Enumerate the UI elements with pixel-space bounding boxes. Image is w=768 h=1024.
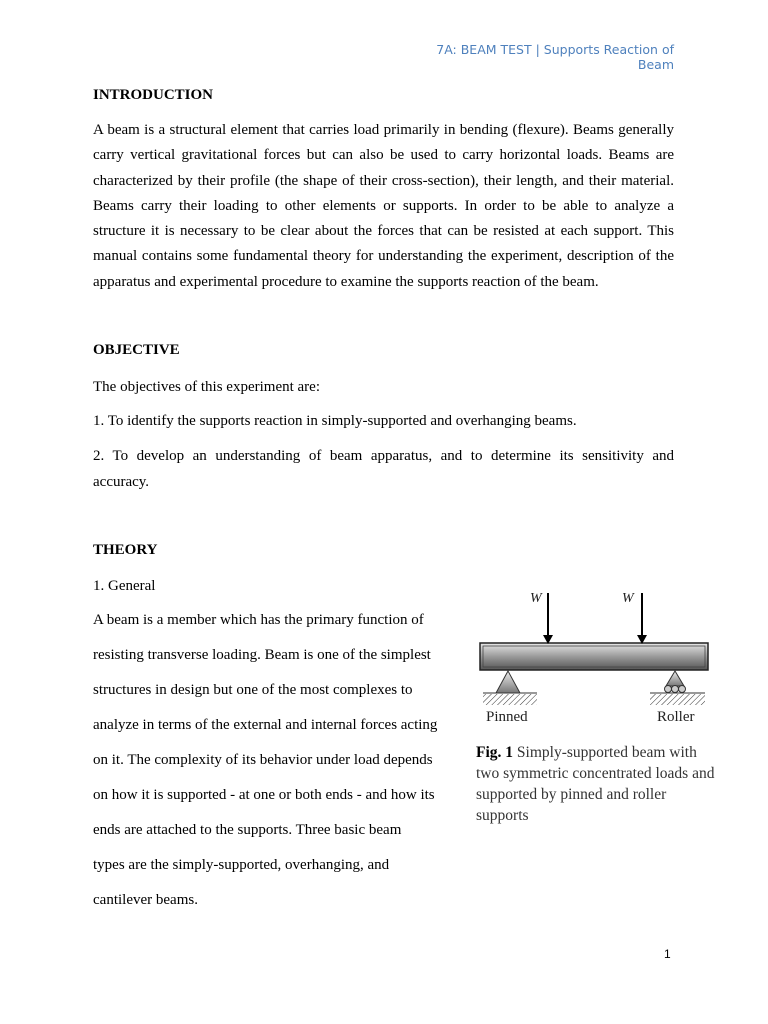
running-header: 7A: BEAM TEST | Supports Reaction of Beam — [436, 42, 674, 72]
paragraph-line: structure it is necessary to be clear about the forces that can be resisted at each support. This — [93, 223, 674, 239]
paragraph-line: on how it is supported - at one or both ends - and how its — [93, 787, 435, 803]
caption-line: supported by pinned and roller — [476, 786, 667, 803]
pinned-support — [483, 671, 537, 705]
paragraph-line: characterized by their profile (the shape of their cross-section), their length, and their material. — [93, 173, 674, 189]
load-arrow-2 — [637, 593, 647, 644]
roller-label: Roller — [657, 709, 695, 725]
roller-support — [650, 671, 705, 705]
objective-item-1: 1. To identify the supports reaction in simply-supported and overhanging beams. — [93, 413, 577, 429]
objective-item-2-cont: accuracy. — [93, 474, 150, 490]
paragraph-line: analyze in terms of the external and internal forces acting — [93, 717, 438, 733]
load-label-2: W — [622, 591, 634, 606]
load-arrow-1 — [543, 593, 553, 644]
beam-figure — [470, 585, 730, 735]
paragraph-line: types are the simply-supported, overhanging, and — [93, 857, 390, 873]
paragraph-line: on it. The complexity of its behavior under load depends — [93, 752, 433, 768]
pinned-label: Pinned — [486, 709, 528, 725]
paragraph-line: cantilever beams. — [93, 892, 198, 908]
beam — [480, 643, 708, 670]
caption-line: Simply-supported beam with — [513, 744, 697, 761]
paragraph-line: A beam is a member which has the primary function of — [93, 612, 424, 628]
objective-item-2: 2. To develop an understanding of beam apparatus, and to determine its sensitivity and — [93, 448, 674, 464]
paragraph-line: apparatus and experimental procedure to examine the supports reaction of the beam. — [93, 274, 599, 290]
figure-caption — [476, 742, 736, 826]
paragraph-line: ends are attached to the supports. Three basic beam — [93, 822, 402, 838]
paragraph-line: A beam is a structural element that carries load primarily in bending (flexure). Beams generally — [93, 122, 674, 138]
introduction-heading: INTRODUCTION — [93, 87, 214, 103]
objective-intro: The objectives of this experiment are: — [93, 379, 320, 395]
paragraph-line: manual contains some fundamental theory for understanding the experiment, description of the — [93, 248, 674, 264]
caption-line: two symmetric concentrated loads and — [476, 765, 715, 782]
paragraph-line: Beams carry their loading to other elements or supports. In order to be able to analyze a — [93, 198, 674, 214]
theory-subheading: 1. General — [93, 578, 156, 594]
page-number: 1 — [664, 947, 671, 961]
paragraph-line: structures in design but one of the most complexes to — [93, 682, 413, 698]
theory-heading: THEORY — [93, 542, 158, 558]
caption-line: supports — [476, 807, 529, 824]
paragraph-line: carry vertical gravitational forces but can also be used to carry horizontal loads. Beams are — [93, 147, 674, 163]
caption-label: Fig. 1 — [476, 744, 514, 761]
load-label-1: W — [530, 591, 542, 606]
paragraph-line: resisting transverse loading. Beam is one of the simplest — [93, 647, 431, 663]
objective-heading: OBJECTIVE — [93, 342, 180, 358]
